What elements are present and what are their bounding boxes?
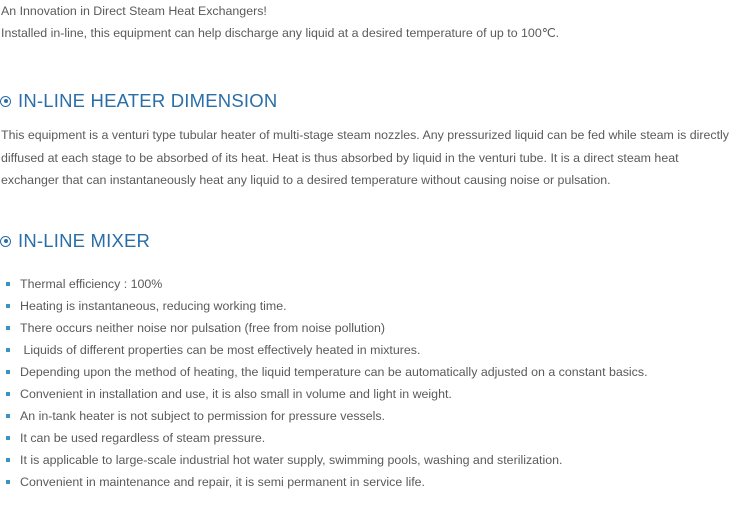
list-item-text: Thermal efficiency : 100% (20, 277, 163, 291)
feature-list (0, 273, 648, 493)
square-bullet-icon (6, 348, 10, 352)
list-item-text: It can be used regardless of steam pressure. (20, 431, 266, 445)
list-item (0, 273, 648, 295)
intro-tagline: An Innovation in Direct Steam Heat Exchangers! (1, 4, 267, 18)
heater-dimension-paragraph: This equipment is a venturi type tubular heater of multi-stage steam nozzles. Any pressurized liquid can be fed while steam is directly diffused at each stage to be absorbed of its heat. Heat is thus absorbed by liquid in the venturi tube. It is a direct steam heat exchanger that can instantaneously heat any liquid to a desired temperature without causing noise or pulsation. (1, 128, 729, 187)
list-item (0, 295, 648, 317)
square-bullet-icon (6, 436, 10, 440)
square-bullet-icon (6, 370, 10, 374)
list-item (0, 339, 648, 361)
list-item (0, 383, 648, 405)
intro-description: Installed in-line, this equipment can help discharge any liquid at a desired temperature of up to 100℃. (1, 26, 560, 40)
list-item-text: Depending upon the method of heating, the liquid temperature can be automatically adjusted on a constant basics. (20, 365, 648, 379)
square-bullet-icon (6, 480, 10, 484)
list-item (0, 361, 648, 383)
list-item (0, 427, 648, 449)
circle-dot-icon (0, 96, 11, 107)
list-item-text: Convenient in maintenance and repair, it is semi permanent in service life. (20, 475, 425, 489)
section-heading-inline-mixer (0, 228, 150, 254)
section-title: IN-LINE HEATER DIMENSION (18, 90, 278, 111)
list-item-text: Heating is instantaneous, reducing working time. (20, 299, 287, 313)
list-item-text: An in-tank heater is not subject to permission for pressure vessels. (20, 409, 386, 423)
square-bullet-icon (6, 458, 10, 462)
list-item (0, 449, 648, 471)
square-bullet-icon (6, 392, 10, 396)
list-item (0, 471, 648, 493)
list-item-text: It is applicable to large-scale industrial hot water supply, swimming pools, washing and sterilization. (20, 453, 563, 467)
square-bullet-icon (6, 326, 10, 330)
section-title: IN-LINE MIXER (18, 230, 151, 251)
circle-dot-icon (0, 236, 11, 247)
section-heading-heater-dimension (0, 88, 277, 114)
square-bullet-icon (6, 414, 10, 418)
list-item-text: Liquids of different properties can be most effectively heated in mixtures. (20, 343, 421, 357)
list-item-text: There occurs neither noise nor pulsation (free from noise pollution) (20, 321, 386, 335)
list-item (0, 317, 648, 339)
square-bullet-icon (6, 282, 10, 286)
square-bullet-icon (6, 304, 10, 308)
list-item (0, 405, 648, 427)
intro (1, 0, 559, 44)
list-item-text: Convenient in installation and use, it is also small in volume and light in weight. (20, 387, 452, 401)
